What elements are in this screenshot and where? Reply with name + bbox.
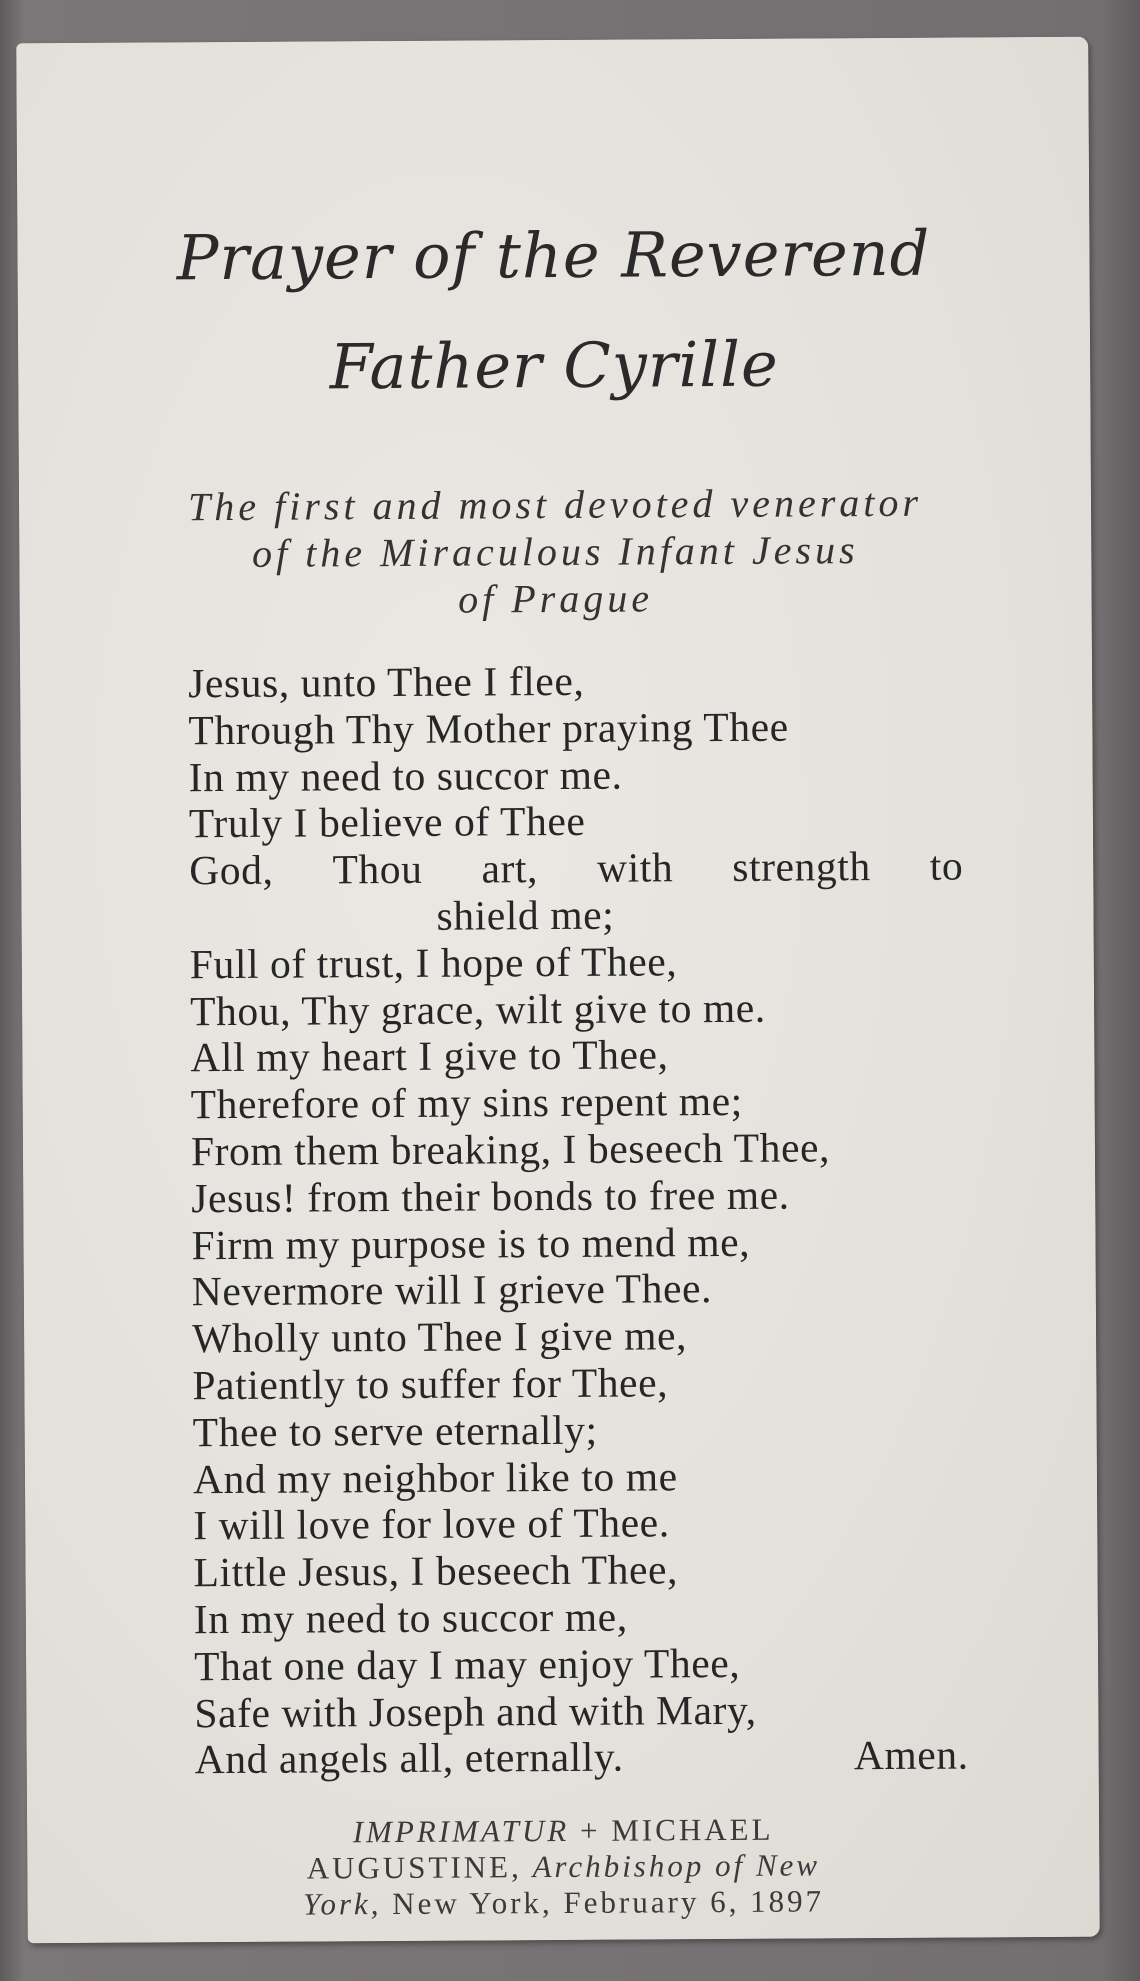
subtitle-line-2: of the Miraculous Infant Jesus xyxy=(251,527,859,576)
imprimatur-name: AUGUSTINE, xyxy=(306,1849,522,1886)
imprimatur-word: IMPRIMATUR xyxy=(352,1812,570,1850)
poem-line-24-text: And angels all, eternally. xyxy=(194,1733,624,1783)
poem-line-13: Firm my purpose is to mend me, xyxy=(191,1218,751,1268)
poem-line-6: shield me; xyxy=(436,891,615,939)
poem-line-17: Thee to serve eternally; xyxy=(192,1406,598,1455)
subtitle-line-1: The first and most devoted venerator xyxy=(187,479,923,530)
poem-line-1: Jesus, unto Thee I flee, xyxy=(187,657,585,707)
poem-line-5 xyxy=(189,843,963,895)
amen-text: Amen. xyxy=(853,1731,969,1779)
poem-line-21: In my need to succor me, xyxy=(193,1593,628,1643)
poem-line-5-word: Thou xyxy=(332,846,423,893)
card-title-line-1: Prayer of the Reverend xyxy=(176,216,931,295)
poem-line-5-word: art, xyxy=(481,845,539,892)
imprimatur-place-date: New York, February 6, 1897 xyxy=(392,1883,825,1922)
poem-line-24 xyxy=(195,1732,969,1784)
poem-line-22: That one day I may enjoy Thee, xyxy=(193,1639,741,1689)
prayer-poem xyxy=(188,655,975,1783)
imprimatur-role: Archbishop of New xyxy=(532,1847,821,1885)
poem-line-2: Through Thy Mother praying Thee xyxy=(188,703,789,754)
prayer-card xyxy=(16,37,1100,1944)
imprimatur-line-2 xyxy=(27,1848,1099,1886)
poem-line-5-word: God, xyxy=(189,846,274,894)
poem-line-16: Patiently to suffer for Thee, xyxy=(192,1359,669,1409)
subtitle-line-3: of Prague xyxy=(458,575,654,622)
poem-line-12: Jesus! from their bonds to free me. xyxy=(191,1171,790,1222)
poem-line-18: And my neighbor like to me xyxy=(192,1452,678,1502)
imprimatur-place-italic: York, xyxy=(302,1886,382,1922)
imprimatur-line-3 xyxy=(27,1884,1099,1922)
poem-line-14: Nevermore will I grieve Thee. xyxy=(191,1265,713,1315)
poem-line-20: Little Jesus, I beseech Thee, xyxy=(193,1546,679,1596)
poem-line-5-word: with xyxy=(596,844,674,891)
poem-line-11: From them breaking, I beseech Thee, xyxy=(190,1124,831,1175)
poem-line-8: Thou, Thy grace, wilt give to me. xyxy=(189,984,766,1034)
poem-line-15: Wholly unto Thee I give me, xyxy=(191,1312,688,1362)
imprimatur-cross-name: + MICHAEL xyxy=(579,1811,774,1848)
poem-line-23: Safe with Joseph and with Mary, xyxy=(194,1686,757,1736)
poem-line-10: Therefore of my sins repent me; xyxy=(190,1078,743,1128)
poem-line-5-word: strength xyxy=(732,843,871,891)
poem-line-5-word: to xyxy=(929,842,964,889)
poem-line-19: I will love for love of Thee. xyxy=(193,1499,670,1549)
imprimatur-line-1 xyxy=(27,1812,1099,1850)
poem-line-3: In my need to succor me. xyxy=(188,751,623,800)
poem-line-9: All my heart I give to Thee, xyxy=(190,1031,669,1081)
card-title-line-2: Father Cyrille xyxy=(329,327,779,404)
poem-line-4: Truly I believe of Thee xyxy=(188,798,586,847)
poem-line-7: Full of trust, I hope of Thee, xyxy=(189,938,678,988)
